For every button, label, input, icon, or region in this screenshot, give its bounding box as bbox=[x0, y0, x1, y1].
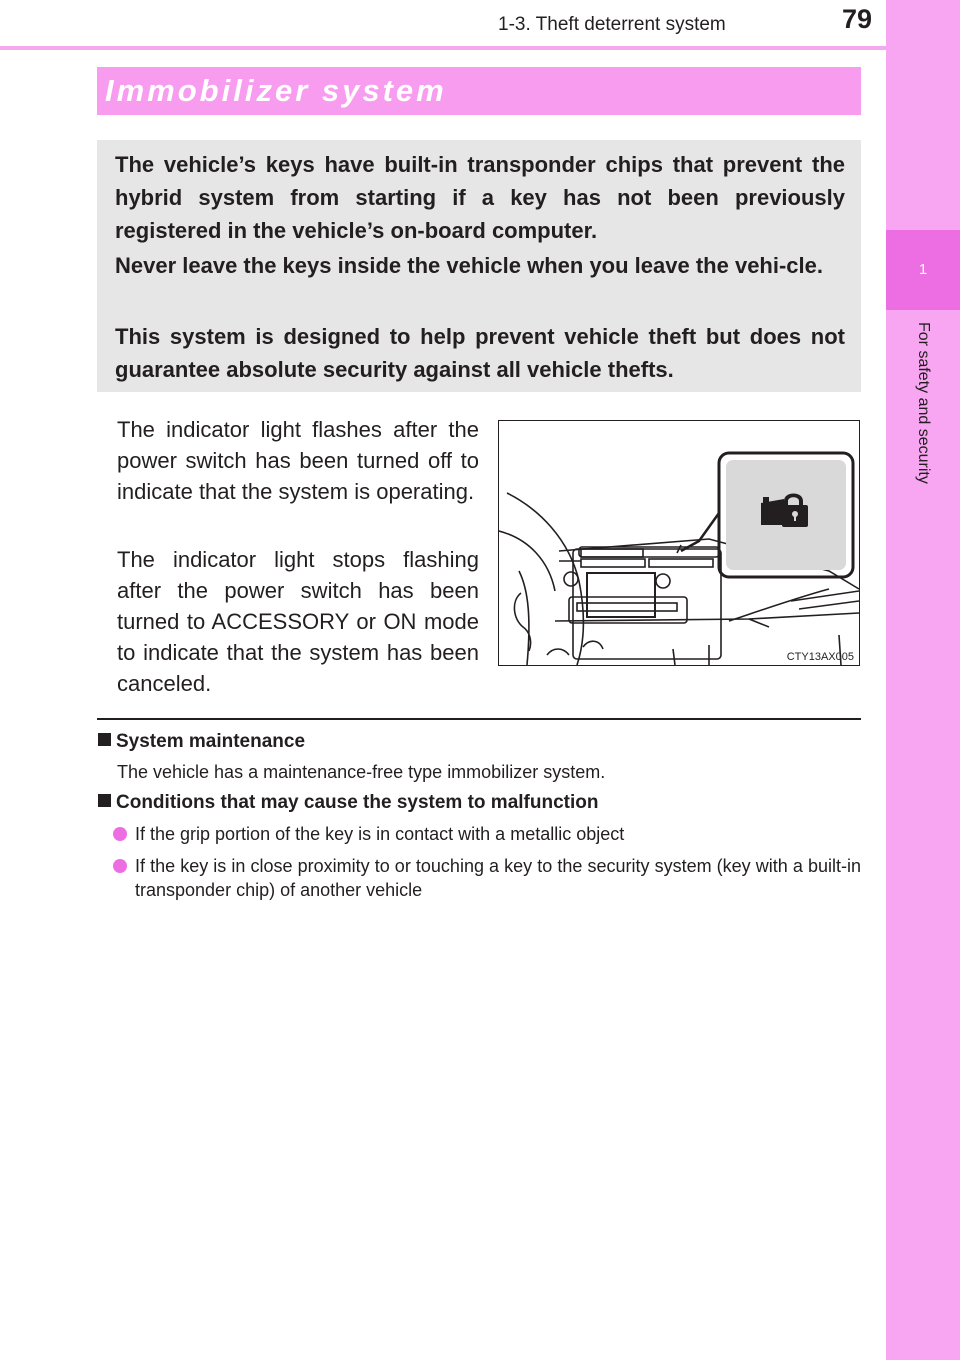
subhead-text: Conditions that may cause the system to malfunction bbox=[116, 792, 599, 813]
subhead-malfunction bbox=[98, 792, 598, 814]
subhead-text: System maintenance bbox=[116, 731, 306, 752]
dashboard-illustration bbox=[499, 421, 859, 665]
chapter-tab-label-text: For safety and security bbox=[915, 322, 932, 484]
side-tab-strip bbox=[886, 0, 960, 1360]
running-header: 1-3. Theft deterrent system bbox=[498, 14, 726, 35]
list-item-text: If the key is in close proximity to or touching a key to the security system (key with a built-in transponder chip) of another vehicle bbox=[135, 856, 861, 900]
intro-paragraph: This system is designed to help prevent vehicle theft but does not guarantee absolute security against all vehicle thefts. bbox=[115, 324, 845, 382]
square-bullet-icon bbox=[98, 794, 111, 807]
page-number: 79 bbox=[841, 4, 872, 34]
security-lock-indicator-icon bbox=[761, 494, 808, 528]
section-divider bbox=[97, 718, 861, 720]
circle-bullet-icon bbox=[113, 859, 127, 873]
dashboard-figure bbox=[498, 420, 860, 666]
section-banner bbox=[97, 67, 861, 115]
section-title: Immobilizer system bbox=[105, 73, 447, 108]
chapter-tab[interactable]: 1 bbox=[886, 230, 960, 310]
intro-box bbox=[97, 140, 861, 392]
body-paragraph: The indicator light stops flashing after the power switch has been turned to ACCESSORY or ON mode to indicate that the system has been canceled. bbox=[117, 547, 479, 696]
list-item-text: If the grip portion of the key is in contact with a metallic object bbox=[135, 824, 625, 844]
figure-id: CTY13AX005 bbox=[786, 651, 854, 663]
intro-paragraph: Never leave the keys inside the vehicle when you leave the vehi-cle. bbox=[115, 253, 823, 278]
maintenance-note: The vehicle has a maintenance-free type immobilizer system. bbox=[117, 762, 606, 782]
square-bullet-icon bbox=[98, 733, 111, 746]
header-rule bbox=[0, 46, 886, 50]
list-item bbox=[113, 854, 861, 902]
list-item bbox=[113, 822, 861, 846]
body-paragraph: The indicator light flashes after the power switch has been turned off to indicate that the system is operating. bbox=[117, 417, 479, 504]
subhead-maintenance bbox=[98, 731, 305, 753]
circle-bullet-icon bbox=[113, 827, 127, 841]
intro-paragraph: The vehicle’s keys have built-in transponder chips that prevent the hybrid system from starting if a key has not been previously registered in the vehicle’s on-board computer. bbox=[115, 152, 845, 243]
